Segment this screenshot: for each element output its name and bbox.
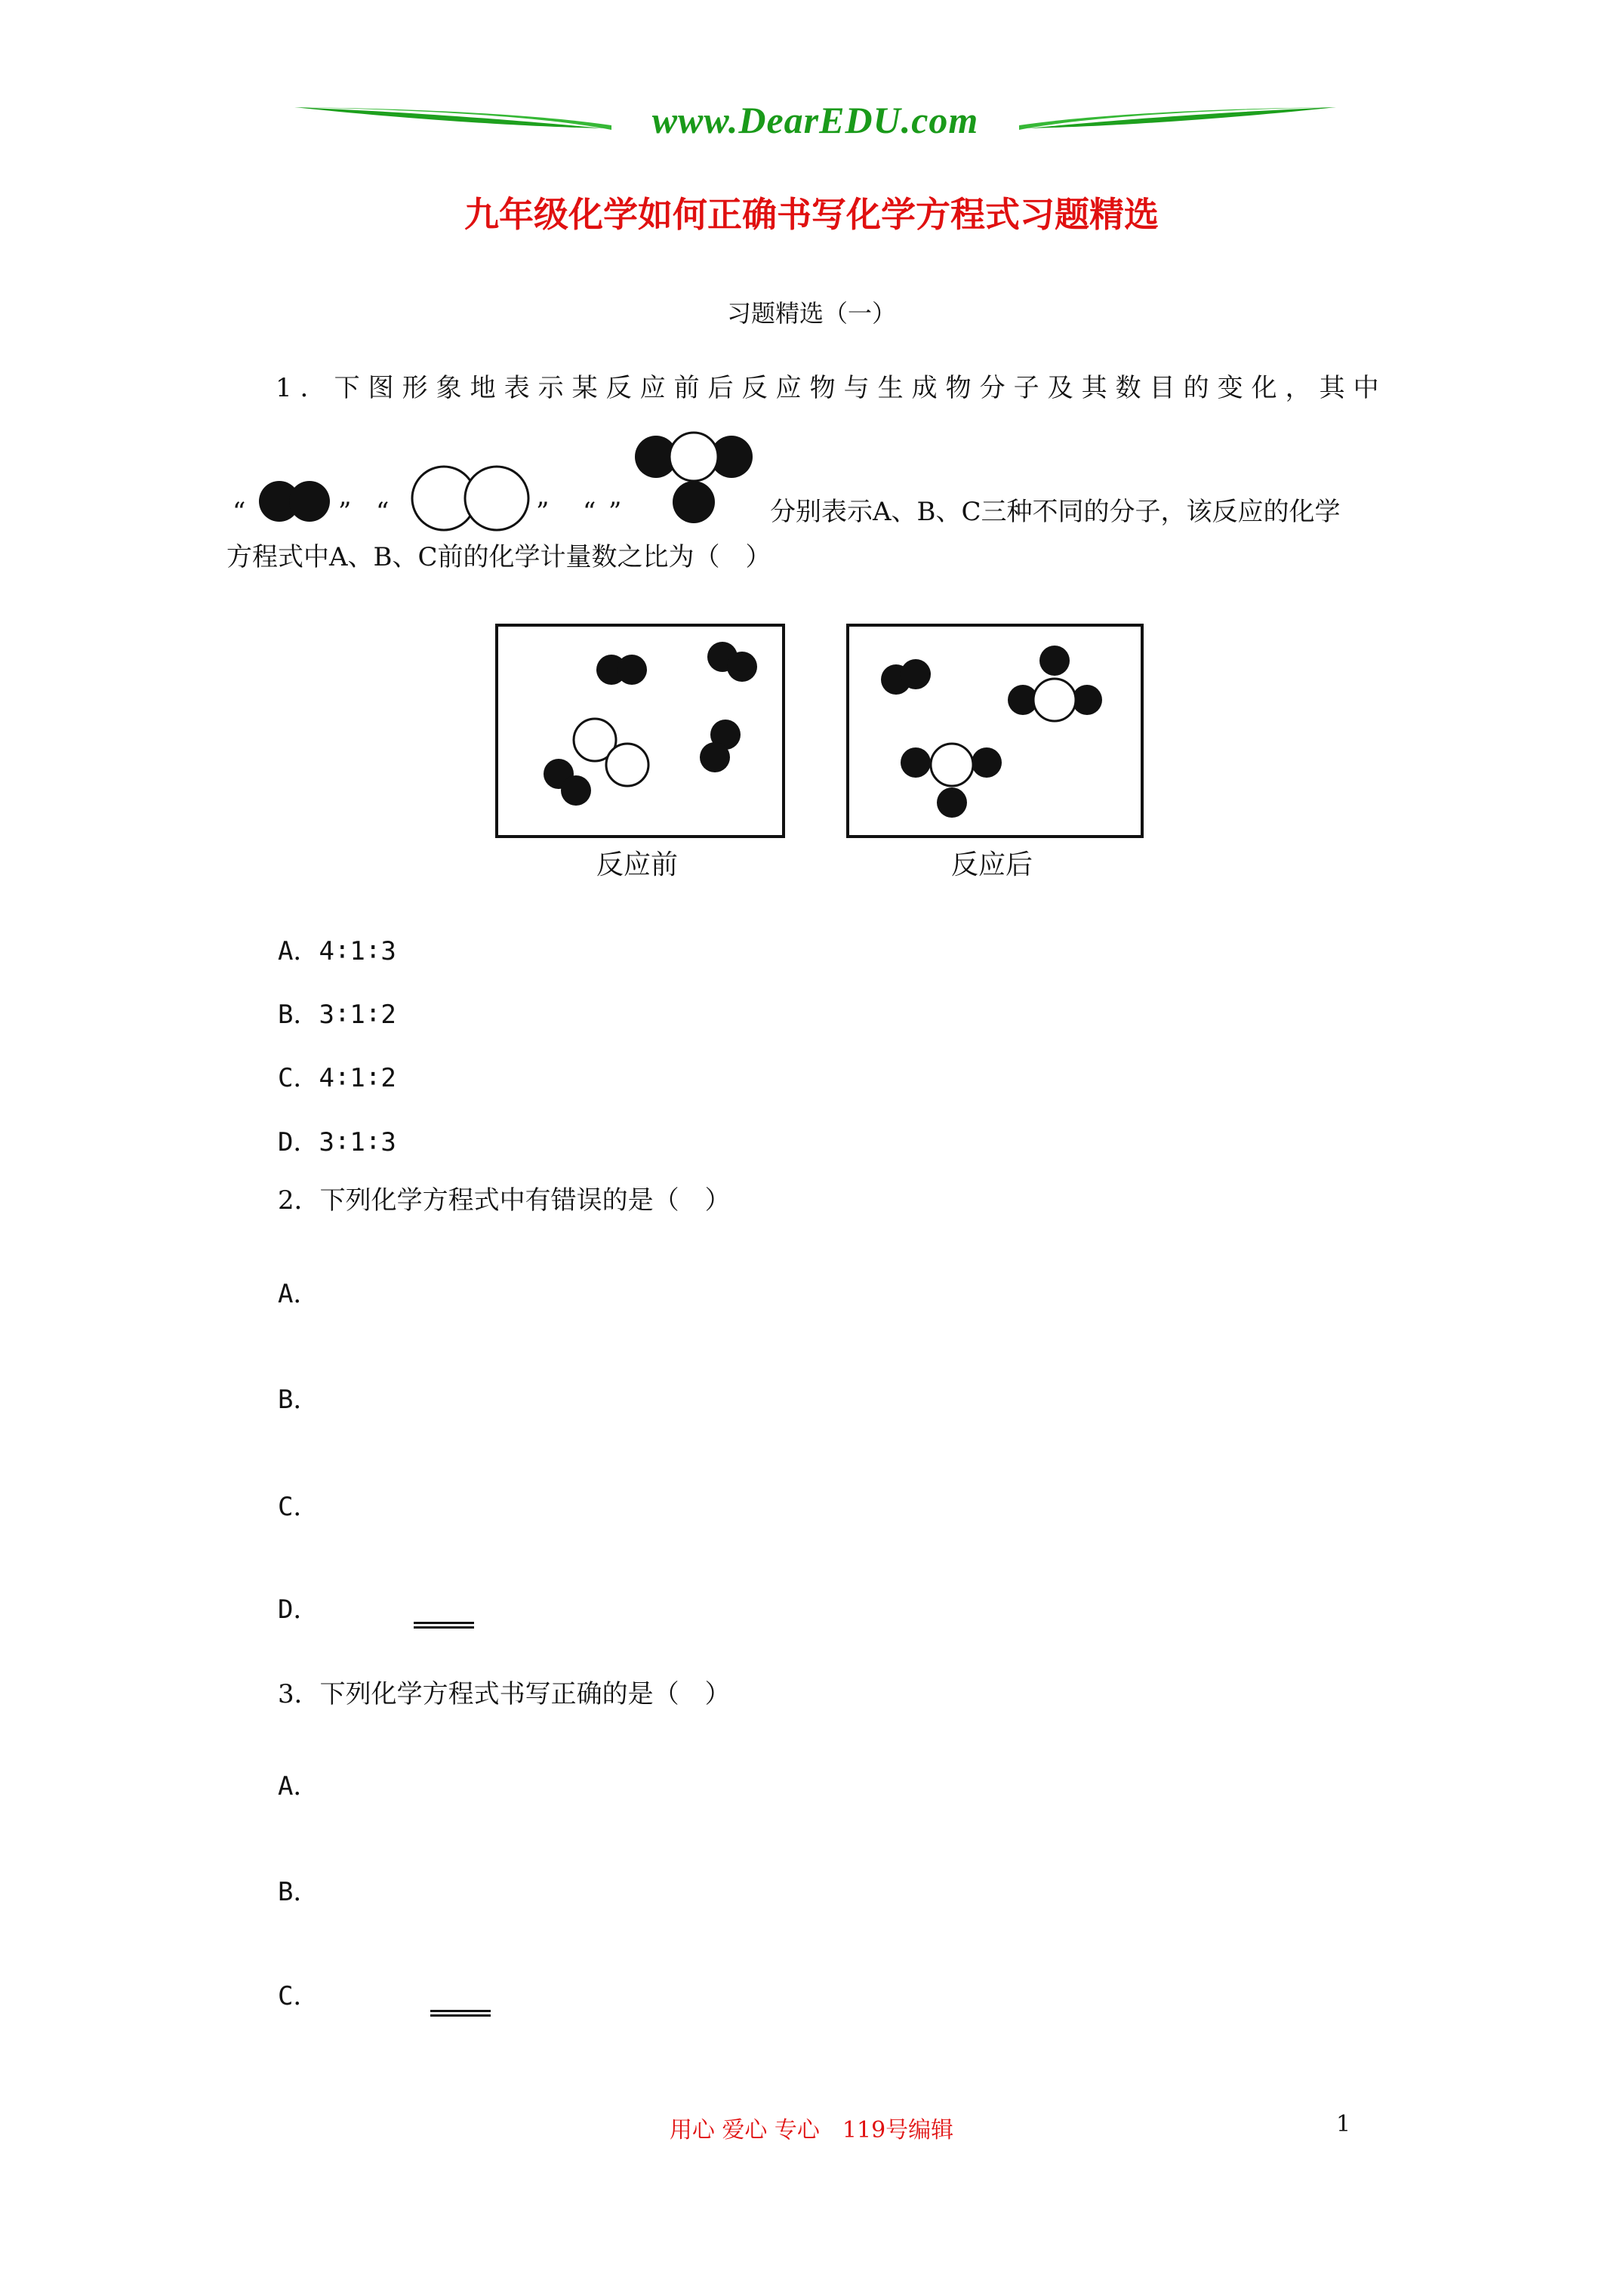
reaction-figure bbox=[494, 623, 1144, 887]
q1-option-d: D．3∶1∶3 bbox=[278, 1127, 396, 1157]
before-label: 反应前 bbox=[596, 849, 679, 880]
q1-option-a: A．4∶1∶3 bbox=[278, 936, 396, 966]
page-number: 1 bbox=[1336, 2111, 1351, 2137]
q2-option-b: B． bbox=[278, 1385, 319, 1415]
q1-stem-line3: 方程式中A、B、C前的化学计量数之比为（ ） bbox=[226, 542, 771, 572]
q3-option-a: A． bbox=[278, 1771, 319, 1801]
section-title: 习题精选（一） bbox=[726, 299, 896, 328]
quote-close: ” bbox=[536, 497, 550, 527]
q1-option-b: B．3∶1∶2 bbox=[278, 1000, 396, 1030]
after-label: 反应后 bbox=[951, 849, 1033, 880]
q3-option-b: B． bbox=[278, 1877, 319, 1907]
footer-text: 用心 爱心 专心 119号编辑 bbox=[669, 2117, 954, 2143]
quote-open: “ bbox=[233, 497, 246, 527]
equals-sign-icon bbox=[414, 1622, 474, 1629]
q3-stem: 3．下列化学方程式书写正确的是（ ） bbox=[278, 1679, 731, 1709]
molecule-b-icon bbox=[406, 461, 534, 536]
quote-close: ” bbox=[338, 497, 352, 527]
q1-legend-row bbox=[226, 423, 1434, 529]
document-title: 九年级化学如何正确书写化学方程式习题精选 bbox=[464, 194, 1159, 235]
quote-close: ” bbox=[608, 497, 622, 527]
molecule-c-icon bbox=[630, 423, 758, 536]
quote-open: “ bbox=[376, 497, 390, 527]
after-box bbox=[848, 625, 1142, 837]
q3-option-c: C． bbox=[278, 1981, 319, 2011]
q2-stem: 2．下列化学方程式中有错误的是（ ） bbox=[278, 1185, 731, 1216]
header-banner bbox=[287, 91, 1344, 159]
quote-open: “ bbox=[583, 497, 596, 527]
q2-option-d: D． bbox=[278, 1595, 319, 1625]
q1-stem-line1: 1．下图形象地表示某反应前后反应物与生成物分子及其数目的变化，其中 bbox=[276, 373, 1387, 403]
site-logo: www.DearEDU.com bbox=[651, 99, 979, 141]
molecule-a-icon bbox=[254, 477, 337, 525]
q1-option-c: C．4∶1∶2 bbox=[278, 1063, 396, 1093]
q1-stem-line2: 分别表示A、B、C三种不同的分子，该反应的化学 bbox=[770, 497, 1341, 527]
q2-option-c: C． bbox=[278, 1492, 319, 1522]
reaction-diagram bbox=[494, 623, 1144, 842]
q2-option-a: A． bbox=[278, 1279, 319, 1309]
equals-sign-icon bbox=[430, 2010, 491, 2017]
